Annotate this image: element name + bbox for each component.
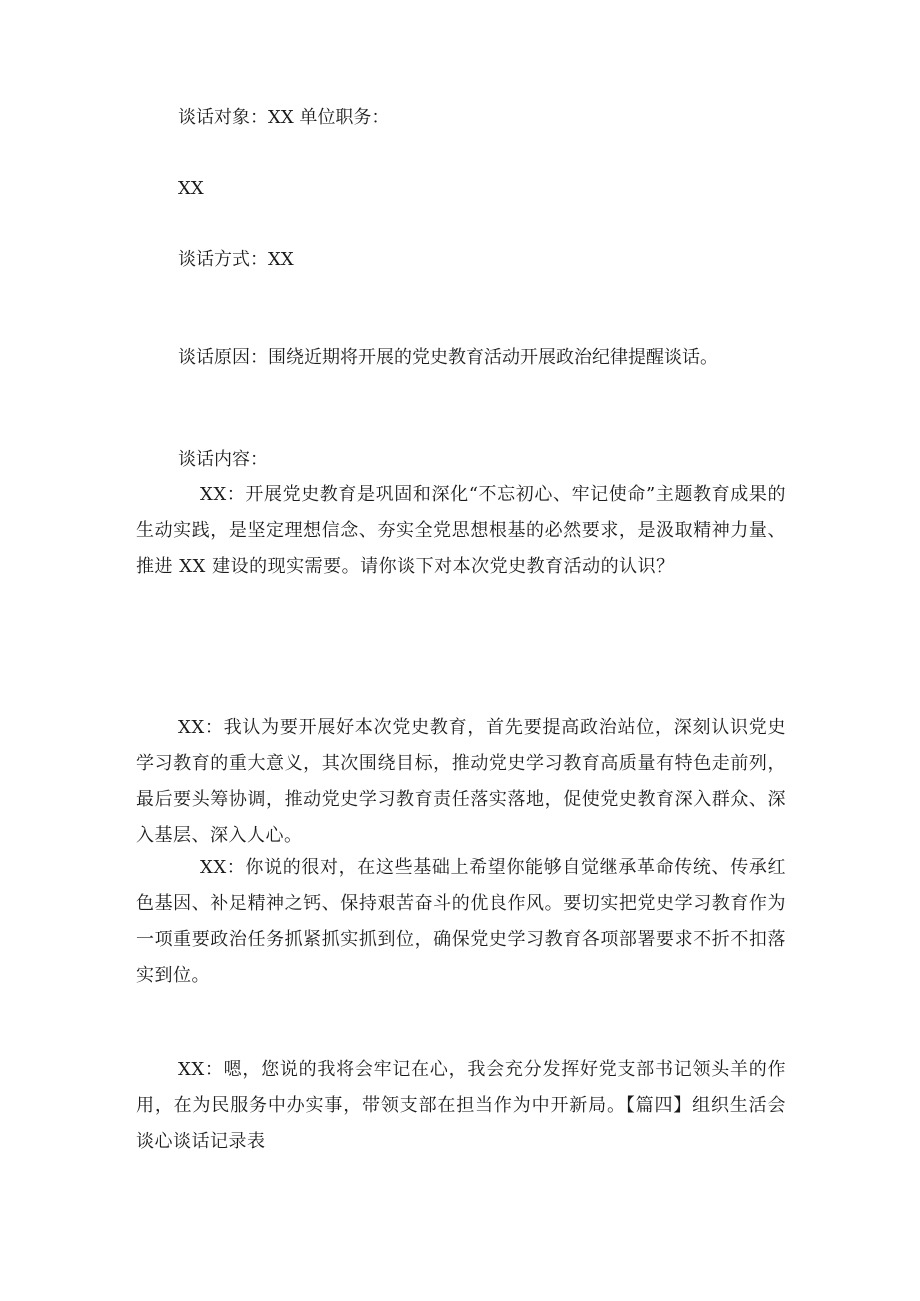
position-value: XX [178,178,204,199]
dialogue-paragraph-1: XX：开展党史教育是巩固和深化“不忘初心、牢记使命”主题教育成果的生动实践，是坚定理想信念、夯实全党思想根基的必然要求，是汲取精神力量、推进 XX 建设的现实需要。请你谈下对本次党史教育活动的认识？ [136,484,786,577]
dialogue-paragraph-4: XX：嗯，您说的我将会牢记在心，我会充分发挥好党支部书记领头羊的作用，在为民服务中办实事，带领支部在担当作为中开新局。【篇四】组织生活会谈心谈话记录表 [136,1059,786,1152]
interview-content-label: 谈话内容： [178,449,268,470]
dialogue-paragraph-3: XX：你说的很对，在这些基础上希望你能够自觉继承革命传统、传承红色基因、补足精神之钙、保持艰苦奋斗的优良作风。要切实把党史学习教育作为一项重要政治任务抓紧抓实抓到位，确保党史学习教育各项部署要求不折不扣落实到位。 [136,857,786,986]
interview-method-line: 谈话方式：XX [178,249,294,270]
dialogue-paragraph-2: XX：我认为要开展好本次党史教育，首先要提高政治站位，深刻认识党史学习教育的重大意义，其次围绕目标，推动党史学习教育高质量有特色走前列，最后要头筹协调，推动党史学习教育责任落实落地，促使党史教育深入群众、深入基层、深入人心。 [136,717,786,846]
interview-reason-line: 谈话原因：围绕近期将开展的党史教育活动开展政治纪律提醒谈话。 [178,347,718,368]
interview-subject-line: 谈话对象：XX 单位职务： [178,107,390,128]
